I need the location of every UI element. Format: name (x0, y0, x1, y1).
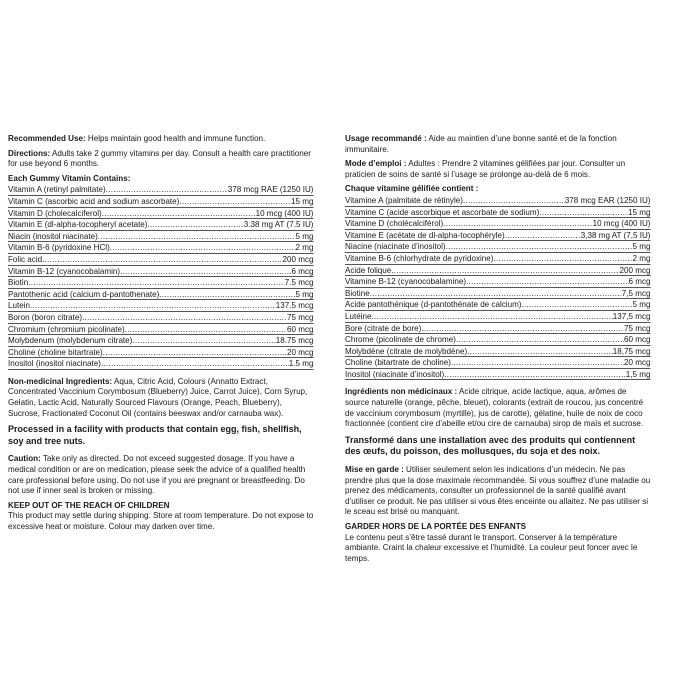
leader-dots (505, 230, 581, 241)
ingredient-name: Boron (boron citrate) (8, 311, 83, 322)
allergen-statement: Processed in a facility with products that contain egg, fish, shellfish, soy and tree nuts. (8, 424, 302, 447)
ingredient-name: Vitamin B-12 (cyanocobalamin) (8, 265, 121, 276)
leader-dots (30, 300, 276, 311)
ingredient-row (345, 207, 651, 219)
ingredient-amount: 378 mcg EAR (1250 IU) (564, 194, 651, 205)
non-medicinal-ingredients: Ingrédients non médicinaux : Acide citrique, acide lactique, aqua, arômes de source naturelle (orange, pêche, bleuet), colorants (extrait de roucou, jus concentré de vaccinium corymbosum (myrtille), jus de carotte), gélatine, huile de noix de coco fractionnée (contient cire d’abeille et/ou cire de carnauba) sirop de maïs et sucrose. (345, 386, 644, 429)
ingredient-amount: 5 mg (632, 299, 651, 310)
ingredient-row (345, 218, 651, 230)
caution: Mise en garde : Utiliser seulement selon les indications d’un médecin. Ne pas prendre plus que la dose maximale recommandée. Si vous souffrez d’une maladie ou prenez des médicaments, consulter un professionnel de la santé qualifié avant d’utiliser ce produit. Ne pas utiliser si vous êtes enceinte ou allaitez. Ne pas utiliser si le sceau est brisé ou manquant. (345, 464, 651, 517)
directions: Mode d’emploi : Adultes : Prendre 2 vitamines gélifiées par jour. Consulter un praticien de soins de santé si l’usage se prolonge au-delà de 6 mois. (345, 158, 626, 179)
recommended-use: Usage recommandé : Aide au maintien d’une bonne santé et de la fonction immunitaire. (345, 133, 617, 154)
leader-dots (120, 266, 291, 277)
ingredient-amount: 5 mg (295, 288, 314, 299)
allergen-statement: Transformé dans une installation avec des produits qui contiennent des œufs, du poisson, des mollusques, du soja et des noix. (345, 434, 636, 458)
leader-dots (125, 324, 287, 335)
ingredient-name: Vitamin A (retinyl palmitate) (8, 184, 106, 195)
leader-dots (370, 288, 622, 299)
ingredient-list (345, 195, 651, 381)
ingredient-row (8, 312, 314, 324)
leader-dots (148, 219, 244, 230)
directions: Directions: Adults take 2 gummy vitamins per day. Consult a health care practitioner for use beyond 6 months. (8, 147, 311, 169)
leader-dots (102, 208, 256, 219)
leader-dots (421, 323, 624, 334)
ingredient-name: Vitamine E (acétate de dl-alpha-tocophéryle) (345, 229, 505, 240)
ingredient-name: Acide pantothénique (d-pantothénate de calcium) (345, 299, 522, 310)
ingredient-row (345, 299, 651, 311)
ingredient-row (345, 357, 651, 369)
ingredient-amount: 75 mcg (624, 322, 651, 333)
ingredient-name: Chrome (picolinate de chrome) (345, 334, 456, 345)
ingredient-amount: 10 mcg (400 IU) (592, 218, 651, 229)
ingredient-amount: 60 mcg (287, 323, 314, 334)
ingredient-amount: 3,38 mg AT (7,5 IU) (580, 229, 651, 240)
ingredient-row (345, 195, 651, 207)
ingredient-amount: 5 mg (632, 241, 651, 252)
ingredient-name: Vitamin D (cholecalciferol) (8, 207, 102, 218)
ingredient-amount: 15 mg (291, 195, 314, 206)
ingredient-amount: 1.5 mg (288, 358, 314, 369)
ingredient-amount: 6 mcg (628, 276, 651, 287)
leader-dots (106, 184, 228, 195)
leader-dots (101, 358, 289, 369)
leader-dots (466, 276, 628, 287)
ingredient-amount: 15 mg (628, 206, 651, 217)
ingredient-row (345, 241, 651, 253)
ingredient-name: Vitamin B-6 (pyridoxine HCl) (8, 242, 110, 253)
ingredient-row (8, 335, 314, 347)
leader-dots (456, 334, 624, 345)
ingredient-row (8, 254, 314, 266)
ingredient-name: Inositol (niacinate d’inositol) (345, 368, 445, 379)
ingredient-name: Choline (choline bitartrate) (8, 346, 103, 357)
ingredient-row (345, 276, 651, 288)
leader-dots (539, 207, 628, 218)
ingredient-amount: 378 mcg RAE (1250 IU) (227, 184, 314, 195)
leader-dots (372, 311, 613, 322)
keep-out-warning: KEEP OUT OF THE REACH OF CHILDREN (8, 499, 170, 510)
ingredient-row (345, 311, 651, 323)
ingredient-name: Bore (citrate de bore) (345, 322, 422, 333)
ingredient-row (8, 231, 314, 243)
ingredient-row (8, 358, 314, 370)
french-column (345, 133, 651, 567)
ingredient-amount: 18.75 mcg (275, 335, 314, 346)
ingredient-name: Lutein (8, 300, 31, 311)
contains-header: Chaque vitamine gélifiée contient : (345, 183, 479, 194)
leader-dots (42, 254, 282, 265)
leader-dots (521, 299, 632, 310)
ingredient-amount: 20 mcg (624, 357, 651, 368)
non-medicinal-ingredients: Non-medicinal Ingredients: Aqua, Citric Acid, Colours (Annatto Extract, Concentrated Vaccinium Corymbosum (Blueberry) Juice, Carrot Juice), Corn Syrup, Gelatin, Lactic Acid, Naturally Sourced Flavours (Orange, Peach, Blueberry), Sucrose, Fractionated Coconut Oil (contains beeswax and/or carnauba wax). (8, 375, 308, 418)
english-column (8, 133, 314, 536)
ingredient-name: Biotine (345, 287, 370, 298)
ingredient-name: Vitamine C (acide ascorbique et ascorbate de sodium) (345, 206, 540, 217)
ingredient-row (345, 230, 651, 242)
ingredient-amount: 10 mcg (400 IU) (255, 207, 314, 218)
ingredient-row (345, 346, 651, 358)
ingredient-row (8, 208, 314, 220)
ingredient-amount: 20 mcg (287, 346, 314, 357)
ingredient-name: Vitamine A (palmitate de rétinyle) (345, 194, 463, 205)
caution: Caution: Take only as directed. Do not exceed suggested dosage. If you have a medical condition or are on medication, please seek the advice of a qualified health care professional before using. Do not use if you are pregnant or breastfeeding. Do not use if inner seal is broken or missing. (8, 453, 306, 496)
ingredient-row (8, 266, 314, 278)
leader-dots (28, 277, 285, 288)
ingredient-name: Niacin (inositol niacinate) (8, 230, 98, 241)
storage-note: This product may settle during shipping. Store at room temperature. Do not expose to excessive heat or moisture. Colour may darken over time. (8, 510, 314, 531)
ingredient-name: Vitamin E (dl-alpha-tocopheryl acetate) (8, 219, 148, 230)
leader-dots (103, 347, 287, 358)
ingredient-name: Pantothenic acid (calcium d-pantothenate) (8, 288, 160, 299)
ingredient-row (8, 219, 314, 231)
ingredient-name: Acide folique (345, 264, 392, 275)
ingredient-amount: 137.5 mcg (275, 300, 314, 311)
ingredient-name: Niacine (niacinate d’inositol) (345, 241, 446, 252)
ingredient-row (8, 242, 314, 254)
ingredient-name: Molybdenum (molybdenum citrate) (8, 335, 133, 346)
ingredient-row (8, 289, 314, 301)
ingredient-name: Lutéine (345, 310, 372, 321)
ingredient-amount: 6 mcg (291, 265, 314, 276)
ingredient-amount: 3.38 mg AT (7.5 IU) (243, 219, 314, 230)
leader-dots (82, 312, 287, 323)
ingredient-row (8, 196, 314, 208)
leader-dots (159, 289, 295, 300)
ingredient-amount: 7.5 mcg (284, 277, 314, 288)
storage-note: Le contenu peut s’être tassé durant le transport. Conserver à la température ambiante. Craint la chaleur excessive et l’humidité. La couleur peut foncer avec le temps. (345, 531, 638, 563)
leader-dots (451, 357, 624, 368)
ingredient-amount: 1,5 mg (625, 368, 651, 379)
leader-dots (443, 218, 592, 229)
leader-dots (391, 265, 619, 276)
recommended-use: Recommended Use: Helps maintain good health and immune function. (8, 133, 266, 143)
ingredient-row (8, 347, 314, 359)
ingredient-name: Molybdène (citrate de molybdène) (345, 345, 468, 356)
leader-dots (132, 335, 275, 346)
ingredient-row (345, 334, 651, 346)
ingredient-amount: 60 mcg (624, 334, 651, 345)
ingredient-list (8, 184, 314, 370)
contains-header: Each Gummy Vitamin Contains: (8, 172, 131, 183)
ingredient-name: Inositol (inositol niacinate) (8, 358, 101, 369)
ingredient-row (8, 277, 314, 289)
ingredient-name: Choline (bitartrate de choline) (345, 357, 451, 368)
ingredient-name: Vitamine B-12 (cyanocobalamine) (345, 276, 467, 287)
ingredient-amount: 2 mg (632, 252, 651, 263)
ingredient-amount: 7,5 mcg (621, 287, 651, 298)
keep-out-warning: GARDER HORS DE LA PORTÉE DES ENFANTS (345, 521, 527, 531)
leader-dots (98, 231, 296, 242)
leader-dots (446, 241, 633, 252)
ingredient-amount: 18,75 mcg (612, 345, 651, 356)
ingredient-name: Biotin (8, 277, 29, 288)
leader-dots (463, 195, 565, 206)
ingredient-name: Vitamine D (cholécalciférol) (345, 218, 444, 229)
ingredient-row (8, 300, 314, 312)
ingredient-name: Folic acid (8, 253, 43, 264)
ingredient-amount: 5 mg (295, 230, 314, 241)
ingredient-amount: 200 mcg (619, 264, 651, 275)
ingredient-amount: 200 mcg (282, 253, 314, 264)
leader-dots (110, 242, 296, 253)
ingredient-amount: 75 mcg (287, 311, 314, 322)
leader-dots (493, 253, 632, 264)
ingredient-row (345, 288, 651, 300)
ingredient-row (345, 265, 651, 277)
ingredient-row (345, 369, 651, 381)
leader-dots (467, 346, 613, 357)
ingredient-name: Vitamin C (ascorbic acid and sodium ascorbate) (8, 195, 180, 206)
ingredient-name: Chromium (chromium picolinate) (8, 323, 125, 334)
ingredient-name: Vitamine B-6 (chlorhydrate de pyridoxine) (345, 252, 494, 263)
ingredient-row (345, 253, 651, 265)
ingredient-row (345, 323, 651, 335)
ingredient-amount: 2 mg (295, 242, 314, 253)
leader-dots (179, 196, 291, 207)
ingredient-row (8, 324, 314, 336)
leader-dots (444, 369, 626, 380)
ingredient-row (8, 184, 314, 196)
ingredient-amount: 137,5 mcg (612, 310, 651, 321)
